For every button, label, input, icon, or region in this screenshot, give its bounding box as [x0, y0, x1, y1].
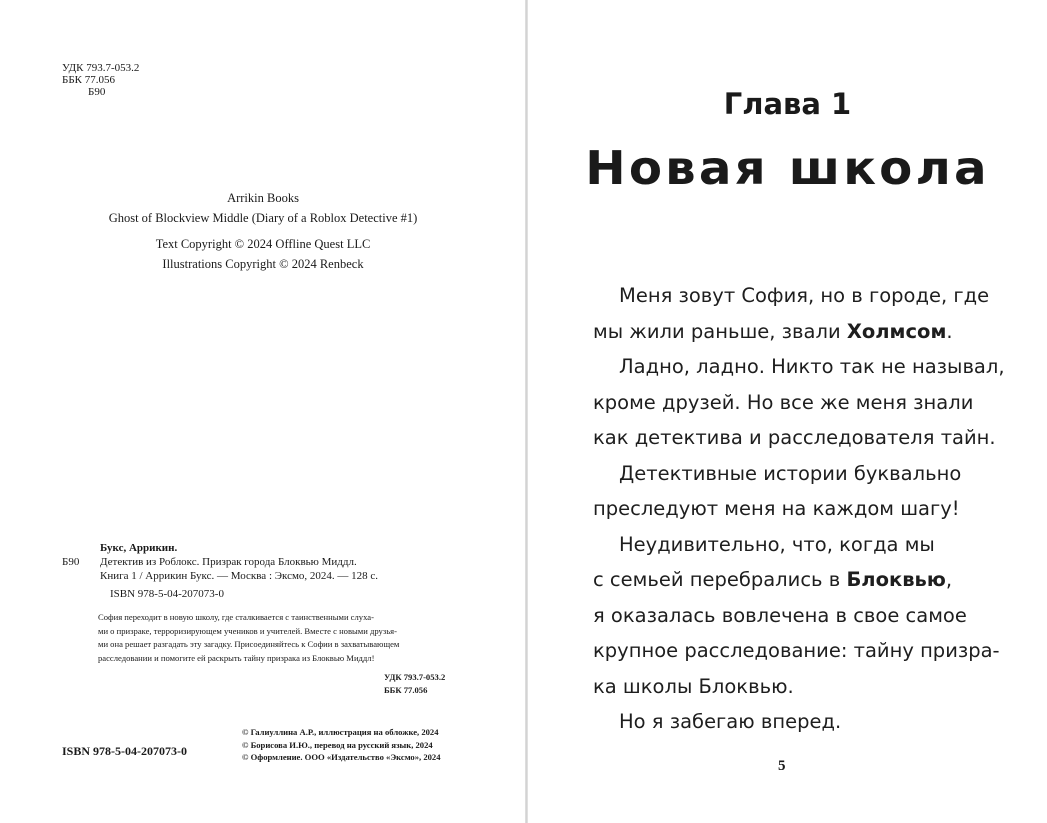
credit-line: © Оформление. ООО «Издательство «Эксмо», 2024 — [242, 752, 441, 762]
text-run: мы жили раньше, звали — [593, 319, 847, 343]
text-copyright: Text Copyright © 2024 Offline Quest LLC — [155, 237, 371, 251]
chapter-number: Глава 1 — [723, 87, 852, 121]
bold-word: Холмсом — [846, 319, 947, 343]
annotation-line: расследовании и помогите ей раскрыть тайну призрака из Блоквью Миддл! — [98, 652, 375, 663]
classification-codes — [62, 62, 139, 98]
credit-line: © Галиуллина А.Р., иллюстрация на обложке, 2024 — [242, 727, 439, 737]
text-run: Ладно, ладно. Никто так не называл, — [619, 355, 1005, 378]
text-run: Неудивительно, что, когда мы — [619, 532, 935, 556]
classification-codes-repeat — [384, 671, 445, 697]
chapter-title: Новая школа — [585, 141, 990, 195]
bold-word: Блоквью — [846, 568, 946, 591]
text-run: , — [945, 568, 953, 591]
isbn-bottom: ISBN 978-5-04-207073-0 — [62, 744, 187, 758]
copyright-credits — [242, 726, 441, 764]
body-line — [593, 456, 987, 492]
original-publisher: Arrikin Books — [227, 191, 299, 205]
text-run: Но я забегаю вперед. — [619, 710, 842, 733]
text-run: кроме друзей. Но все же меня знали — [593, 390, 974, 414]
annotation — [98, 611, 458, 665]
catalog-imprint-line: Книга 1 / Аррикин Букс. — Москва : Эксмо, 2024. — 128 с. — [100, 570, 379, 582]
text-run: я оказалась вовлечена в свое самое — [593, 603, 967, 627]
body-line — [593, 385, 987, 421]
text-run: Меня зовут София, но в городе, где — [619, 284, 990, 307]
body-line — [593, 562, 987, 598]
bbk-code: ББК 77.056 — [62, 74, 115, 86]
body-line — [593, 420, 996, 456]
body-line — [593, 491, 987, 527]
catalog-isbn: ISBN 978-5-04-207073-0 — [110, 588, 224, 600]
udk-code-repeat: УДК 793.7-053.2 — [384, 672, 446, 682]
body-line — [593, 278, 990, 314]
text-run: с семьей перебрались в — [593, 568, 847, 591]
text-run: ка школы Блоквью. — [593, 674, 794, 698]
annotation-line: ми о призраке, терроризирующем учеников и учителей. Вместе с новыми друзья- — [98, 625, 397, 636]
page-number: 5 — [778, 758, 786, 774]
bbk-code-repeat: ББК 77.056 — [384, 685, 428, 695]
catalog-author-mark: Б90 — [62, 556, 80, 568]
body-line — [593, 349, 1005, 385]
credit-line: © Борисова И.Ю., перевод на русский язык, 2024 — [242, 739, 433, 750]
catalog-title-line: Детектив из Роблокс. Призрак города Блоквью Миддл. — [100, 556, 357, 568]
annotation-line: София переходит в новую школу, где сталкивается с таинственными слуха- — [98, 612, 374, 622]
catalog-record — [62, 541, 462, 601]
annotation-line: ми она решает разгадать эту загадку. Присоединяйтесь к Софии в захватывающем — [98, 639, 400, 649]
text-run: Детективные истории буквально — [619, 461, 962, 485]
catalog-author: Букс, Аррикин. — [100, 542, 178, 554]
text-run: крупное расследование: тайну призра- — [593, 639, 1000, 662]
body-line — [593, 527, 987, 563]
text-run: как детектива и расследователя тайн. — [593, 426, 996, 449]
body-line — [593, 633, 1000, 669]
author-mark: Б90 — [88, 86, 106, 98]
body-line — [593, 598, 987, 634]
original-title: Ghost of Blockview Middle (Diary of a Roblox Detective #1) — [108, 211, 418, 225]
text-run: . — [946, 319, 953, 343]
body-line — [593, 314, 987, 350]
original-edition-info — [0, 188, 526, 274]
illustrations-copyright: Illustrations Copyright © 2024 Renbeck — [162, 257, 364, 271]
chapter-body-text — [593, 278, 1005, 740]
udk-code: УДК 793.7-053.2 — [62, 62, 140, 74]
text-run: преследуют меня на каждом шагу! — [593, 497, 960, 520]
body-line — [593, 669, 987, 705]
body-line — [593, 704, 987, 740]
